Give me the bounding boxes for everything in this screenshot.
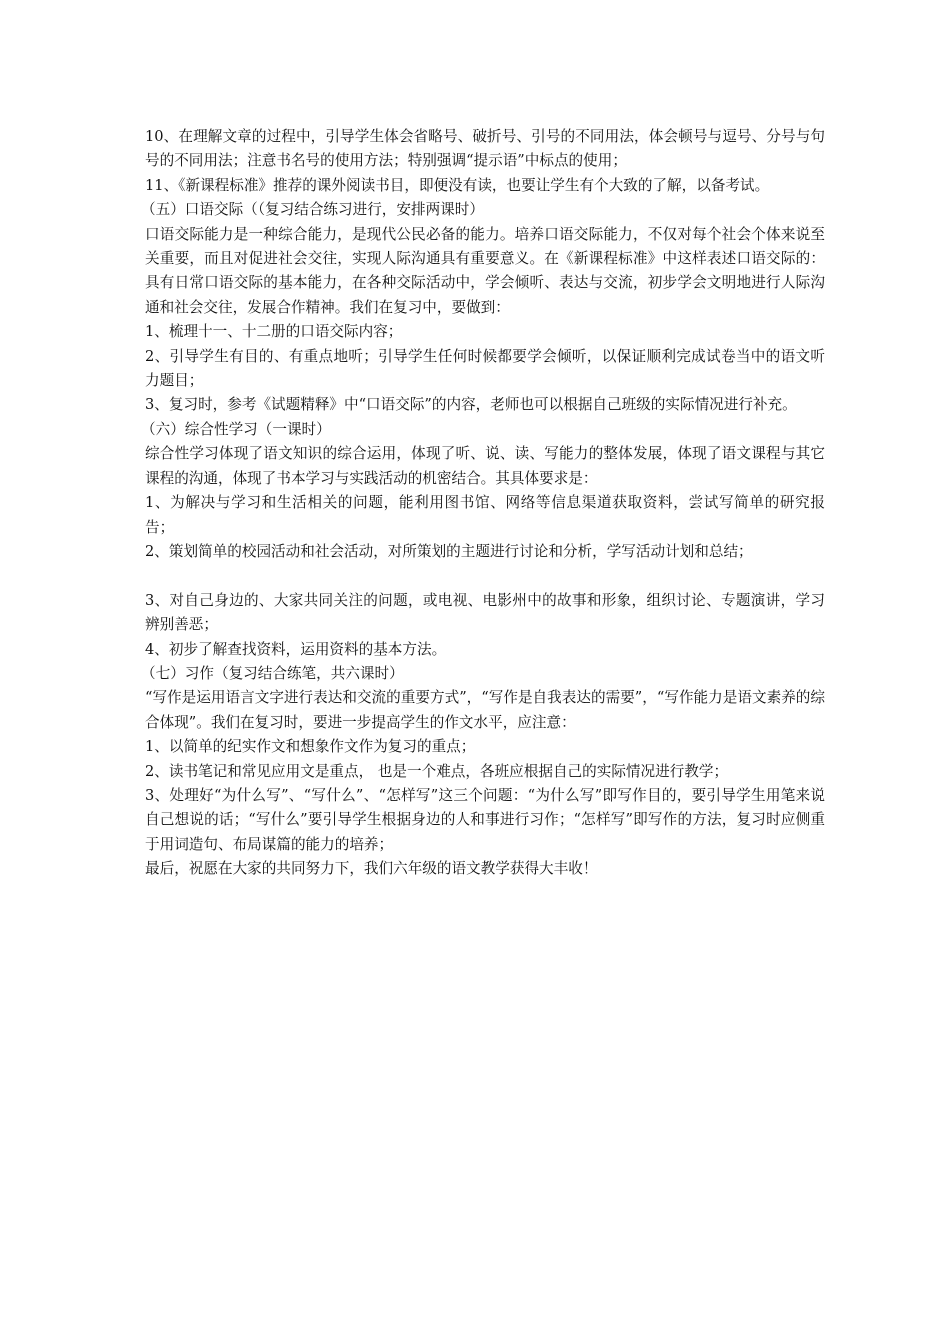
section-heading-comprehensive-learning: （六）综合性学习（一课时） <box>141 420 331 438</box>
list-item-oral-1: 1、梳理十一、十二册的口语交际内容； <box>145 323 403 341</box>
section-heading-writing: （七）习作（复习结合练笔，共六课时） <box>141 664 404 682</box>
paragraph-comprehensive-learning-intro: 综合性学习体现了语文知识的综合运用，体现了听、说、读、写能力的整体发展，体现了语文课程与其它课程的沟通，体现了书本学习与实践活动的机密结合。其具体要求是： <box>145 445 825 487</box>
list-item-writing-3: 3、处理好“为什么写”、“写什么”、“怎样写”这三个问题：“为什么写”即写作目的，要引导学生用笔来说自己想说的话；“写什么”要引导学生根据身边的人和事进行习作；“怎样写”即写作的方法，复习时应侧重于用词造句、布局谋篇的能力的培养； <box>145 786 825 853</box>
list-item-comprehensive-2: 2、策划简单的校园活动和社会活动，对所策划的主题进行讨论和分析，学写活动计划和总结； <box>145 542 753 560</box>
blank-line <box>145 564 825 588</box>
list-item-oral-3: 3、复习时，参考《试题精释》中“口语交际”的内容，老师也可以根据自己班级的实际情况进行补充。 <box>145 396 797 414</box>
list-item-writing-1: 1、以简单的纪实作文和想象作文作为复习的重点； <box>145 738 476 756</box>
paragraph-closing-wish: 最后，祝愿在大家的共同努力下，我们六年级的语文教学获得大丰收！ <box>145 860 598 878</box>
list-item-comprehensive-3: 3、对自己身边的、大家共同关注的问题，或电视、电影州中的故事和形象，组织讨论、专题演讲，学习辨别善恶； <box>145 591 825 634</box>
paragraph-reading-list: 11、《新课程标准》推荐的课外阅读书目，即便没有读，也要让学生有个大致的了解，以备考试。 <box>145 176 770 194</box>
list-item-comprehensive-1: 1、为解决与学习和生活相关的问题，能利用图书馆、网络等信息渠道获取资料，尝试写简单的研究报告； <box>145 494 825 536</box>
paragraph-writing-intro: “写作是运用语言文字进行表达和交流的重要方式”，“写作是自我表达的需要”，“写作能力是语文素养的综合体现”。我们在复习时，要进一步提高学生的作文水平，应注意： <box>145 689 825 731</box>
list-item-writing-2: 2、读书笔记和常见应用文是重点， 也是一个难点，各班应根据自己的实际情况进行教学； <box>145 762 729 780</box>
section-heading-oral-communication: （五）口语交际（（复习结合练习进行，安排两课时） <box>141 201 484 219</box>
paragraph-punctuation-usage: 10、在理解文章的过程中，引导学生体会省略号、破折号、引号的不同用法，体会顿号与逗号、分号与句号的不同用法；注意书名号的使用方法；特别强调“提示语”中标点的使用； <box>145 128 825 170</box>
paragraph-oral-communication-intro: 口语交际能力是一种综合能力，是现代公民必备的能力。培养口语交际能力，不仅对每个社会个体来说至关重要，而且对促进社会交往，实现人际沟通具有重要意义。在《新课程标准》中这样表述口语交际的：具有日常口语交际的基本能力，在各种交际活动中，学会倾听、表达与交流，初步学会文明地进行人际沟通和社会交往，发展合作精神。我们在复习中，要做到： <box>145 225 825 316</box>
list-item-comprehensive-4: 4、初步了解查找资料，运用资料的基本方法。 <box>145 640 447 658</box>
list-item-oral-2: 2、引导学生有目的、有重点地听；引导学生任何时候都要学会倾听，以保证顺利完成试卷当中的语文听力题目； <box>145 347 825 390</box>
document-body <box>141 125 825 882</box>
